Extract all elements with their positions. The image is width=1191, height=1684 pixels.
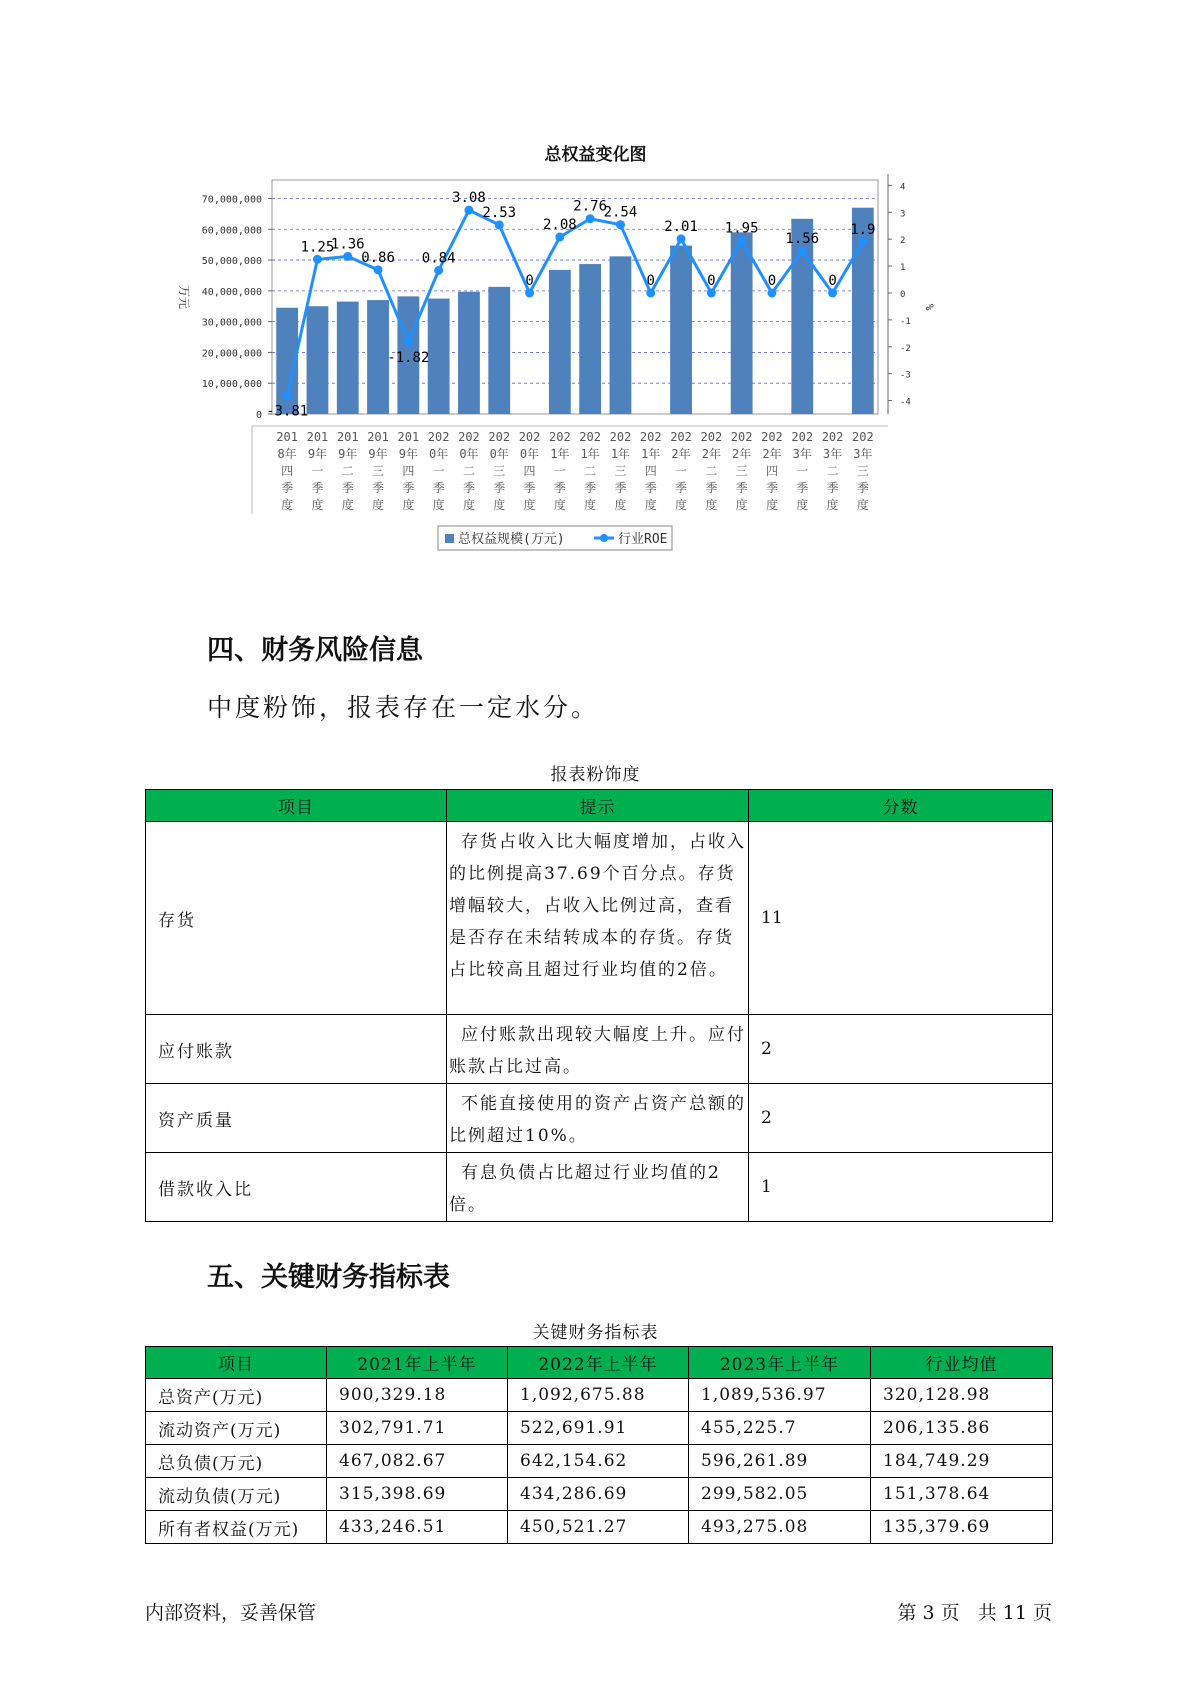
roe-data-label: 0 — [707, 272, 716, 289]
legend-line-marker — [600, 534, 608, 542]
x-tick-label: 201 — [367, 430, 389, 444]
x-tick-label: 季 — [281, 481, 294, 495]
x-tick-label: 季 — [856, 481, 869, 495]
roe-point — [646, 288, 655, 297]
roe-data-label: 3.08 — [452, 190, 486, 207]
equity-bar — [307, 306, 329, 414]
x-tick-label: 季 — [584, 481, 597, 495]
x-tick-label: 一 — [796, 464, 809, 478]
roe-point — [495, 220, 504, 229]
x-tick-label: 9年 — [307, 447, 328, 461]
x-tick-label: 度 — [856, 498, 869, 512]
roe-point — [374, 265, 383, 274]
x-tick-label: 一 — [311, 464, 324, 478]
equity-bar — [610, 256, 632, 414]
plot-frame — [272, 180, 878, 414]
x-tick-label: 度 — [705, 498, 718, 512]
x-tick-label: 202 — [609, 430, 632, 444]
legend-bar-swatch — [445, 534, 454, 543]
x-tick-label: 3年 — [853, 447, 873, 461]
x-tick-label: 202 — [761, 430, 783, 444]
x-tick-label: 四 — [644, 464, 657, 478]
y-right-tick-label: -4 — [900, 397, 911, 408]
table-cell: 流动负债(万元) — [146, 1478, 327, 1511]
roe-data-label: 1.9 — [850, 221, 876, 238]
kpi-table-caption: 关键财务指标表 — [532, 1323, 659, 1343]
roe-point — [283, 391, 292, 400]
table-row — [146, 1412, 1053, 1445]
x-tick-label: 202 — [518, 430, 541, 444]
x-tick-label: 202 — [579, 430, 601, 444]
y-left-tick-label: 70,000,000 — [201, 194, 262, 206]
x-tick-label: 201 — [306, 430, 329, 444]
x-tick-label: 201 — [336, 430, 359, 444]
x-tick-label: 2年 — [671, 447, 691, 461]
x-tick-label: 季 — [432, 481, 445, 495]
x-tick-label: 二 — [341, 464, 354, 478]
x-tick-label: 度 — [644, 498, 657, 512]
table-cell: 450,521.27 — [508, 1511, 689, 1544]
x-tick-label: 季 — [462, 481, 475, 495]
table-cell: 184,749.29 — [871, 1445, 1053, 1478]
roe-data-label: 1.95 — [724, 220, 759, 237]
equity-bar — [549, 270, 571, 414]
x-tick-label: 9年 — [398, 447, 418, 461]
header-cell: 行业均值 — [871, 1347, 1053, 1379]
x-tick-label: 202 — [821, 430, 844, 444]
roe-data-label: 2.76 — [573, 198, 608, 215]
x-tick-label: 季 — [402, 481, 415, 495]
table-cell: 315,398.69 — [327, 1478, 508, 1511]
y-right-tick-label: -3 — [900, 370, 911, 381]
x-tick-label: 一 — [553, 464, 566, 478]
equity-bar — [579, 264, 601, 414]
roe-data-label: -3.81 — [266, 403, 309, 420]
x-tick-label: 0年 — [519, 447, 540, 461]
table-cell: 433,246.51 — [327, 1511, 508, 1544]
table-cell: 总负债(万元) — [146, 1445, 327, 1478]
chart-title: 总权益变化图 — [544, 145, 647, 165]
y-right-tick-label: -1 — [900, 316, 911, 327]
table-cell: 455,225.7 — [689, 1412, 871, 1445]
roe-point — [798, 247, 807, 256]
x-tick-label: 度 — [553, 498, 566, 512]
x-tick-label: 9年 — [368, 447, 388, 461]
x-tick-label: 季 — [523, 481, 536, 495]
x-tick-label: 季 — [493, 481, 506, 495]
roe-point — [767, 288, 776, 297]
x-tick-label: 二 — [462, 464, 475, 478]
x-tick-label: 四 — [765, 464, 778, 478]
risk-hint: 应付账款出现较大幅度上升。应付账款占比过高。 — [447, 1015, 749, 1084]
x-tick-label: 1年 — [580, 447, 600, 461]
table-cell: 596,261.89 — [689, 1445, 871, 1478]
risk-hint: 有息负债占比超过行业均值的2倍。 — [447, 1153, 749, 1222]
x-tick-label: 1年 — [641, 447, 661, 461]
x-tick-label: 202 — [730, 430, 753, 444]
risk-hint: 不能直接使用的资产占资产总额的比例超过10%。 — [447, 1084, 749, 1153]
risk-table-caption: 报表粉饰度 — [550, 765, 641, 785]
risk-score: 2 — [749, 1015, 1053, 1084]
table-row — [146, 822, 1053, 1015]
section4-paragraph: 中度粉饰，报表存在一定水分。 — [207, 693, 600, 722]
y-right-tick-label: 4 — [900, 182, 906, 193]
x-tick-label: 202 — [670, 430, 692, 444]
roe-point — [404, 337, 413, 346]
table-cell: 642,154.62 — [508, 1445, 689, 1478]
header-cell: 2022年上半年 — [508, 1347, 689, 1379]
x-tick-label: 季 — [796, 481, 809, 495]
y-left-tick-label: 30,000,000 — [201, 317, 262, 329]
x-tick-label: 1年 — [550, 447, 570, 461]
x-tick-label: 三 — [856, 464, 869, 478]
section5-heading: 五、关键财务指标表 — [207, 1262, 450, 1293]
kpi-table-header — [146, 1347, 1053, 1379]
x-tick-label: 度 — [735, 498, 748, 512]
x-tick-label: 四 — [523, 464, 536, 478]
table-row — [146, 1445, 1053, 1478]
x-tick-label: 三 — [614, 464, 627, 478]
risk-hint: 存货占收入比大幅度增加，占收入的比例提高37.69个百分点。存货增幅较大，占收入比例过高，查看是否存在未结转成本的存货。存货占比较高且超过行业均值的2倍。 — [447, 822, 749, 1015]
table-cell: 1,089,536.97 — [689, 1379, 871, 1412]
x-tick-label: 8年 — [277, 447, 297, 461]
roe-data-label: 0.86 — [361, 249, 395, 266]
risk-item: 资产质量 — [146, 1084, 447, 1153]
roe-point — [464, 206, 473, 215]
x-tick-label: 0年 — [429, 447, 449, 461]
risk-item: 借款收入比 — [146, 1153, 447, 1222]
table-cell: 467,082.67 — [327, 1445, 508, 1478]
table-cell: 434,286.69 — [508, 1478, 689, 1511]
x-tick-label: 四 — [402, 464, 415, 478]
equity-bar — [337, 302, 359, 414]
x-tick-label: 2年 — [762, 447, 782, 461]
x-tick-label: 二 — [826, 464, 839, 478]
header-cell: 2021年上半年 — [327, 1347, 508, 1379]
x-tick-label: 一 — [432, 464, 445, 478]
x-tick-label: 度 — [523, 498, 536, 512]
x-tick-label: 度 — [493, 498, 506, 512]
x-tick-label: 度 — [614, 498, 627, 512]
table-row — [146, 1511, 1053, 1544]
x-tick-label: 季 — [826, 481, 839, 495]
x-tick-label: 202 — [791, 430, 814, 444]
x-tick-label: 2年 — [701, 447, 721, 461]
legend-bar-label: 总权益规模(万元) — [458, 532, 565, 547]
roe-point — [555, 233, 564, 242]
table-cell: 493,275.08 — [689, 1511, 871, 1544]
x-tick-label: 度 — [432, 498, 445, 512]
x-tick-label: 季 — [311, 481, 324, 495]
x-tick-label: 度 — [341, 498, 354, 512]
table-cell: 299,582.05 — [689, 1478, 871, 1511]
x-tick-label: 度 — [826, 498, 839, 512]
table-row — [146, 1379, 1053, 1412]
y-right-tick-label: -2 — [900, 343, 911, 354]
x-tick-label: 2年 — [732, 447, 752, 461]
x-tick-label: 度 — [675, 498, 688, 512]
roe-data-label: 0.84 — [421, 250, 456, 267]
roe-point — [525, 288, 534, 297]
x-tick-label: 度 — [372, 498, 385, 512]
x-tick-label: 四 — [281, 464, 294, 478]
y-left-axis-label: 万元 — [177, 284, 191, 310]
roe-point — [828, 288, 837, 297]
x-tick-label: 季 — [553, 481, 566, 495]
x-tick-label: 度 — [584, 498, 597, 512]
roe-point — [343, 252, 352, 261]
roe-point — [616, 220, 625, 229]
risk-item: 应付账款 — [146, 1015, 447, 1084]
header-cell: 2023年上半年 — [689, 1347, 871, 1379]
risk-score: 2 — [749, 1084, 1053, 1153]
roe-data-label: -1.82 — [387, 349, 430, 366]
section4-heading: 四、财务风险信息 — [207, 635, 423, 666]
x-tick-label: 季 — [705, 481, 718, 495]
x-tick-label: 度 — [462, 498, 475, 512]
y-left-tick-label: 0 — [255, 410, 262, 421]
table-cell: 522,691.91 — [508, 1412, 689, 1445]
table-row — [146, 1153, 1053, 1222]
y-left-tick-label: 10,000,000 — [201, 379, 262, 391]
x-tick-label: 202 — [852, 430, 874, 444]
equity-bar — [488, 287, 510, 414]
y-left-tick-label: 20,000,000 — [201, 348, 262, 360]
roe-data-label: 1.56 — [785, 231, 820, 248]
table-cell: 总资产(万元) — [146, 1379, 327, 1412]
equity-bar — [367, 300, 389, 414]
y-right-tick-label: 3 — [900, 209, 906, 220]
x-tick-label: 三 — [493, 464, 506, 478]
x-tick-label: 度 — [402, 498, 415, 512]
roe-data-label: 2.08 — [542, 217, 577, 234]
x-tick-label: 0年 — [489, 447, 509, 461]
x-tick-label: 季 — [644, 481, 657, 495]
x-tick-label: 202 — [639, 430, 662, 444]
x-tick-label: 度 — [281, 498, 294, 512]
y-right-tick-label: 1 — [900, 263, 906, 274]
table-cell: 所有者权益(万元) — [146, 1511, 327, 1544]
risk-score: 11 — [749, 822, 1053, 1015]
equity-bar — [458, 292, 480, 414]
x-tick-label: 季 — [614, 481, 627, 495]
roe-data-label: 0 — [646, 272, 655, 289]
x-tick-label: 202 — [458, 430, 480, 444]
header-cell: 项目 — [146, 1347, 327, 1379]
x-tick-label: 二 — [705, 464, 718, 478]
x-tick-label: 9年 — [338, 447, 358, 461]
equity-bar — [731, 232, 753, 414]
x-tick-label: 三 — [372, 464, 385, 478]
roe-data-label: 0 — [767, 272, 777, 289]
y-left-tick-label: 60,000,000 — [201, 225, 262, 237]
header-cell: 项目 — [146, 790, 447, 822]
header-cell: 提示 — [447, 790, 749, 822]
roe-point — [858, 237, 867, 246]
x-tick-label: 201 — [276, 430, 298, 444]
x-tick-label: 季 — [341, 481, 354, 495]
y-right-axis-label: % — [923, 303, 936, 311]
table-row — [146, 1478, 1053, 1511]
x-tick-label: 201 — [397, 430, 420, 444]
equity-bar — [670, 246, 692, 414]
roe-data-label: 1.25 — [300, 239, 335, 256]
risk-item: 存货 — [146, 822, 447, 1015]
header-cell: 分数 — [749, 790, 1053, 822]
table-cell: 135,379.69 — [871, 1511, 1053, 1544]
x-tick-label: 度 — [311, 498, 324, 512]
roe-data-label: 0 — [525, 272, 534, 289]
roe-point — [737, 236, 746, 245]
roe-data-label: 2.54 — [603, 204, 638, 221]
roe-point — [707, 288, 716, 297]
roe-data-label: 0 — [828, 272, 837, 289]
x-tick-label: 202 — [549, 430, 571, 444]
table-cell: 302,791.71 — [327, 1412, 508, 1445]
x-tick-label: 3年 — [822, 447, 843, 461]
roe-data-label: 2.53 — [482, 204, 517, 221]
table-row — [146, 1015, 1053, 1084]
x-tick-label: 二 — [584, 464, 597, 478]
x-tick-label: 度 — [796, 498, 809, 512]
x-tick-label: 季 — [675, 481, 688, 495]
roe-data-label: 1.36 — [330, 236, 365, 253]
table-cell: 320,128.98 — [871, 1379, 1053, 1412]
footer-confidential: 内部资料，妥善保管 — [145, 1602, 317, 1624]
y-left-tick-label: 50,000,000 — [201, 256, 262, 268]
x-tick-label: 季 — [735, 481, 748, 495]
table-cell: 206,135.86 — [871, 1412, 1053, 1445]
roe-point — [313, 255, 322, 264]
y-right-tick-label: 2 — [900, 236, 906, 247]
x-tick-label: 202 — [700, 430, 723, 444]
table-cell: 1,092,675.88 — [508, 1379, 689, 1412]
x-tick-label: 1年 — [610, 447, 631, 461]
roe-point — [677, 234, 686, 243]
roe-data-label: 2.01 — [664, 218, 698, 235]
risk-table-header — [146, 790, 1053, 822]
table-cell: 流动资产(万元) — [146, 1412, 327, 1445]
x-tick-label: 三 — [735, 464, 748, 478]
equity-chart — [170, 170, 1030, 600]
risk-score: 1 — [749, 1153, 1053, 1222]
x-tick-label: 季 — [765, 481, 778, 495]
table-cell: 151,378.64 — [871, 1478, 1053, 1511]
x-tick-label: 季 — [372, 481, 385, 495]
x-tick-label: 202 — [427, 430, 450, 444]
risk-table — [145, 789, 1053, 1222]
roe-point — [586, 214, 595, 223]
x-tick-label: 一 — [675, 464, 688, 478]
y-left-tick-label: 40,000,000 — [201, 286, 262, 298]
x-tick-label: 0年 — [459, 447, 479, 461]
roe-point — [434, 266, 443, 275]
equity-bar — [428, 299, 450, 414]
x-tick-label: 度 — [765, 498, 778, 512]
y-right-tick-label: 0 — [900, 289, 906, 300]
table-cell: 900,329.18 — [327, 1379, 508, 1412]
x-tick-label: 202 — [488, 430, 511, 444]
table-row — [146, 1084, 1053, 1153]
footer-page-number: 第 3 页 共 11 页 — [897, 1602, 1052, 1624]
x-tick-label: 3年 — [792, 447, 812, 461]
legend-line-label: 行业ROE — [618, 532, 668, 547]
kpi-table — [145, 1346, 1053, 1544]
